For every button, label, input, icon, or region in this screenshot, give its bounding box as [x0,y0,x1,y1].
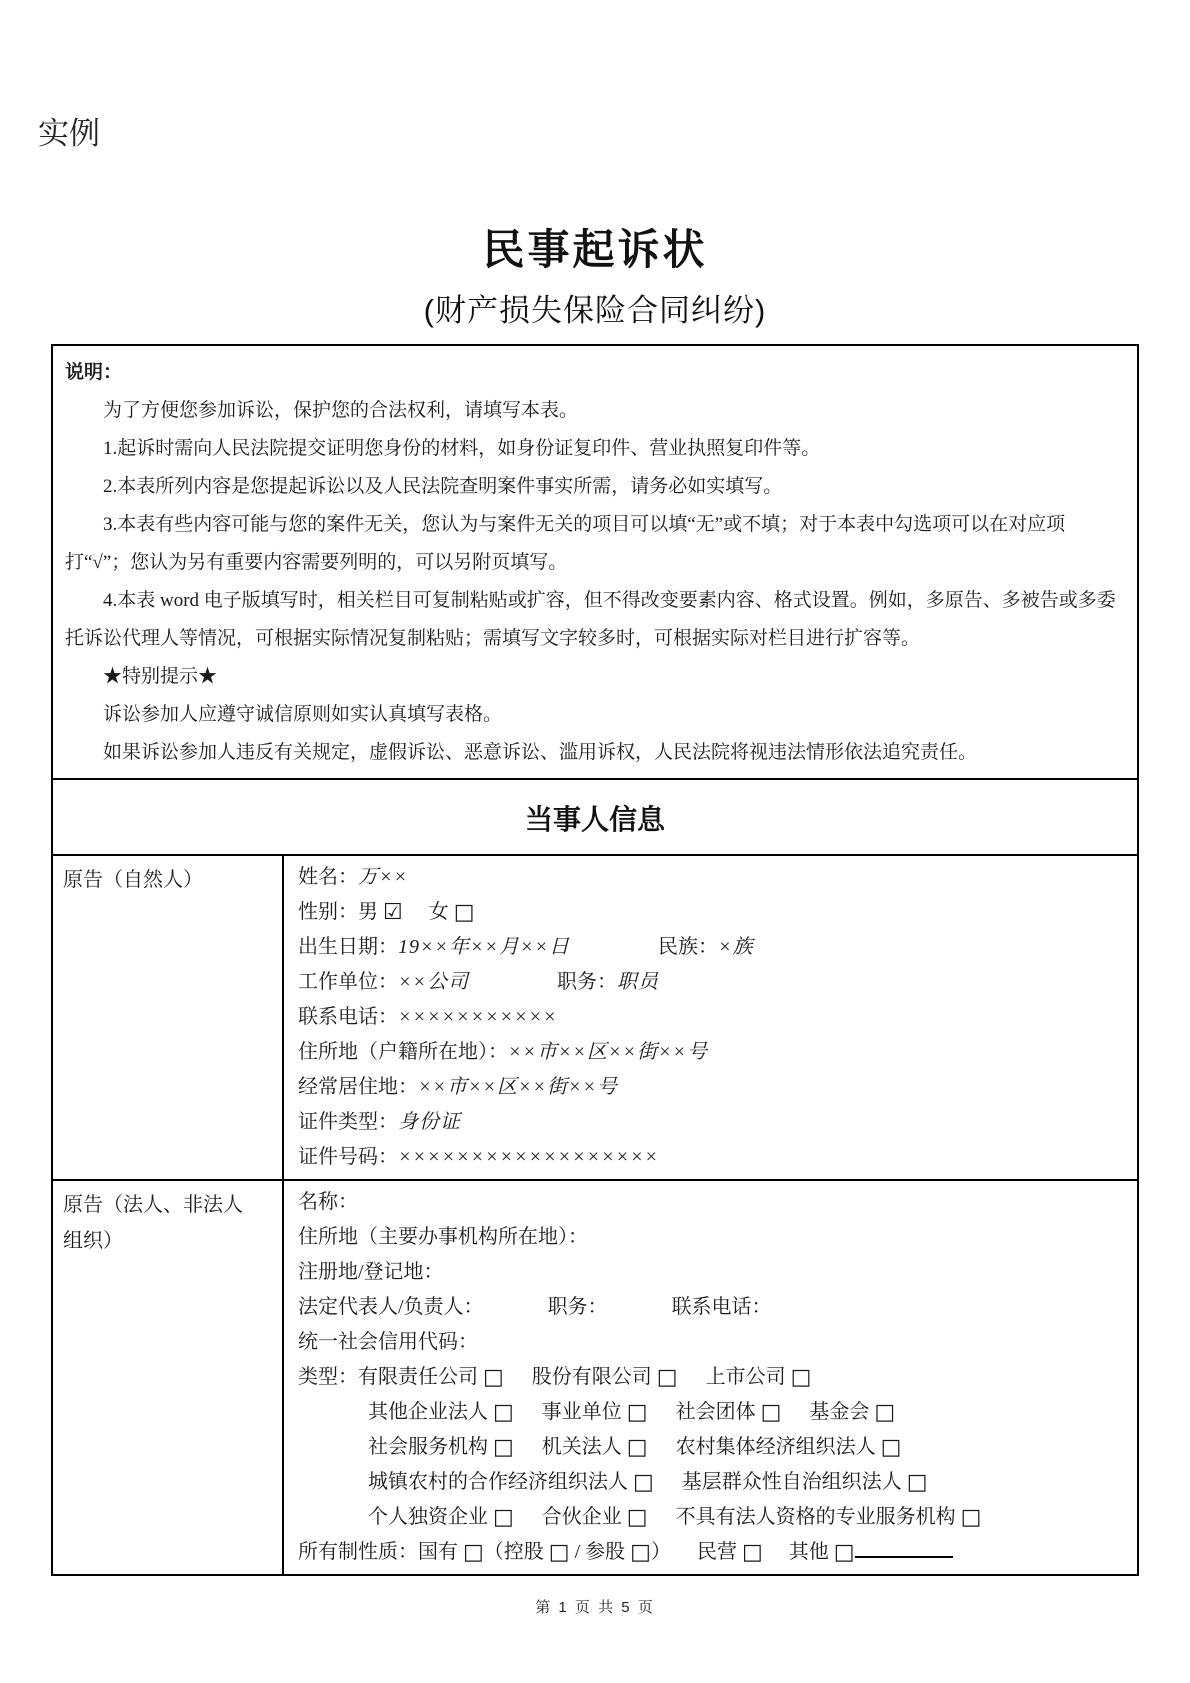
checkbox-icon[interactable]: □ [483,1365,504,1390]
employer-value: ××公司 [398,971,469,993]
party-info-heading: 当事人信息 [53,778,1137,854]
option-label: 不具有法人资格的专业服务机构 [675,1506,956,1528]
ownership-label: 所有制性质： [298,1541,418,1563]
job-label: 职务： [557,971,617,993]
female-checkbox-icon[interactable]: □ [453,900,475,925]
ownership-close-paren: ） [650,1541,671,1563]
id-number-label: 证件号码： [298,1146,398,1168]
phone-value: ××××××××××× [398,1006,558,1028]
checkbox-icon[interactable]: □ [548,1540,570,1565]
checkbox-icon[interactable]: □ [630,1540,651,1565]
ownership-line [298,1535,1127,1570]
org-type-line-4 [298,1465,1127,1500]
org-type-label: 类型： [298,1366,358,1388]
habitual-residence-label: 经常居住地： [298,1076,418,1098]
special-notice-line-1: 诉讼参加人应遵守诚信原则如实认真填写表格。 [103,704,503,725]
residence-value: ××市××区××街××号 [508,1041,708,1063]
plaintiff-legal-person-label-line2: 组织） [63,1230,123,1252]
representative-phone-label: 联系电话： [671,1296,772,1318]
option-label: 事业单位 [541,1401,622,1423]
org-name-line [298,1185,1127,1220]
gender-label: 性别： [298,901,358,923]
instruction-item-1: 1.起诉时需向人民法院提交证明您身份的材料，如身份证复印件、营业执照复印件等。 [103,438,821,459]
id-type-line [298,1105,1127,1140]
name-line [298,860,1127,895]
residence-label: 住所地（户籍所在地）： [298,1041,508,1063]
special-notice-title: ★特别提示★ [103,666,218,687]
birth-value: 19××年××月××日 [398,936,570,958]
name-value: 万×× [358,866,408,888]
page-footer: 第 1 页 共 5 页 [535,1599,655,1616]
company-type-option [368,1436,514,1458]
name-label: 姓名： [298,866,358,888]
org-credit-code-line [298,1325,1127,1360]
habitual-residence-value: ××市××区××街××号 [418,1076,618,1098]
option-label: 农村集体经济组织法人 [675,1436,876,1458]
birth-label: 出生日期： [298,936,398,958]
checkbox-icon[interactable]: □ [960,1505,982,1530]
id-type-value: 身份证 [398,1111,461,1133]
residence-line [298,1035,1127,1070]
plaintiff-legal-person-fields [283,1180,1137,1574]
company-type-option [368,1401,514,1423]
option-label: 基金会 [809,1401,870,1423]
ethnic-label: 民族： [657,936,718,958]
option-label: 机关法人 [541,1436,622,1458]
instructions-intro: 为了方便您参加诉讼，保护您的合法权利，请填写本表。 [103,400,579,421]
credit-code-label: 统一社会信用代码： [298,1331,478,1353]
company-type-option [676,1506,982,1528]
company-type-option [676,1436,902,1458]
company-type-option [706,1366,812,1388]
org-domicile-label: 住所地（主要办事机构所在地）： [298,1226,588,1248]
ethnic-value: ×族 [717,936,754,958]
plaintiff-legal-person-label-line1: 原告（法人、非法人 [63,1194,243,1216]
form-box [51,344,1139,1576]
company-type-option [368,1506,514,1528]
plaintiff-legal-person-row [53,1180,1137,1574]
ownership-holding-label: （控股 [483,1541,544,1563]
checkbox-icon[interactable]: □ [626,1435,648,1460]
checkbox-icon[interactable]: □ [874,1400,896,1425]
instructions-heading: 说明： [65,362,123,383]
ownership-participating-label: / 参股 [574,1541,626,1563]
representative-label: 法定代表人/负责人： [298,1296,484,1318]
plaintiff-natural-person-label: 原告（自然人） [53,855,283,1180]
plaintiff-natural-person-fields [283,855,1137,1180]
option-label: 有限责任公司 [358,1366,478,1388]
checkbox-icon[interactable]: □ [493,1505,514,1530]
checkbox-icon[interactable]: □ [463,1540,484,1565]
checkbox-icon[interactable]: □ [880,1435,902,1460]
option-label: 上市公司 [705,1366,786,1388]
checkbox-icon[interactable]: □ [741,1540,763,1565]
plaintiff-legal-person-label [53,1180,283,1574]
special-notice-line-2: 如果诉讼参加人违反有关规定，虚假诉讼、恶意诉讼、滥用诉权，人民法院将视违法情形依法追究责任。 [103,742,978,763]
company-type-option [542,1506,648,1528]
company-type-option [682,1471,928,1493]
instructions-section [53,346,1137,778]
employer-line [298,965,1127,1000]
org-type-line-3 [298,1430,1127,1465]
company-type-option [676,1401,782,1423]
checkbox-icon[interactable]: □ [493,1435,514,1460]
checkbox-icon[interactable]: □ [790,1365,812,1390]
option-label: 合伙企业 [541,1506,622,1528]
plaintiff-natural-person-row [53,855,1137,1180]
ownership-other-label: 其他 [788,1541,829,1563]
option-label: 城镇农村的合作经济组织法人 [368,1471,628,1493]
id-number-line [298,1140,1127,1175]
phone-label: 联系电话： [298,1006,398,1028]
instruction-item-4: 4.本表 word 电子版填写时，相关栏目可复制粘贴或扩容，但不得改变要素内容、格式设置。例如，多原告、多被告或多委托诉讼代理人等情况，可根据实际情况复制粘贴；需填写文字较多时，可根据实际对栏目进行扩容等。 [65,590,1116,649]
document-title: 民事起诉状 [482,226,708,273]
id-number-value: ×××××××××××××××××× [398,1146,659,1168]
checkbox-icon[interactable]: □ [760,1400,782,1425]
checkbox-icon[interactable]: □ [906,1470,928,1495]
ownership-private-label: 民营 [696,1541,737,1563]
representative-job-label: 职务： [547,1296,608,1318]
ownership-other-fill-line[interactable] [855,1538,953,1558]
company-type-option [542,1436,648,1458]
option-label: 其他企业法人 [368,1401,488,1423]
employer-label: 工作单位： [298,971,398,993]
org-domicile-line [298,1220,1127,1255]
option-label: 股份有限公司 [531,1366,652,1388]
document-subtitle: (财产损失保险合同纠纷) [423,293,767,328]
org-type-line-2 [298,1395,1127,1430]
org-type-line-1 [298,1360,1127,1395]
ownership-state-owned-label: 国有 [418,1541,458,1563]
checkbox-icon[interactable]: □ [633,1470,654,1495]
phone-line [298,1000,1127,1035]
company-type-option [542,1401,648,1423]
option-label: 个人独资企业 [368,1506,488,1528]
company-type-option [368,1471,654,1493]
org-representative-line [298,1290,1127,1325]
gender-line [298,895,1127,930]
party-info-table [53,854,1137,1574]
checkbox-icon[interactable]: □ [493,1400,514,1425]
male-checkbox-icon[interactable]: ☑ [383,900,403,925]
gender-male-label: 男 [358,901,378,923]
org-registration-label: 注册地/登记地： [298,1261,444,1283]
company-type-option [358,1366,504,1388]
checkbox-icon[interactable]: □ [833,1540,855,1565]
corner-label: 实例 [38,116,100,151]
habitual-residence-line [298,1070,1127,1105]
company-type-option [532,1366,678,1388]
gender-female-label: 女 [428,901,449,923]
org-name-label: 名称： [298,1191,358,1213]
job-value: 职员 [617,971,659,993]
checkbox-icon[interactable]: □ [626,1505,648,1530]
option-label: 社会团体 [675,1401,756,1423]
org-registration-line [298,1255,1127,1290]
checkbox-icon[interactable]: □ [656,1365,678,1390]
instruction-item-3: 3.本表有些内容可能与您的案件无关，您认为与案件无关的项目可以填“无”或不填；对于本表中勾选项可以在对应项打“√”；您认为另有重要内容需要列明的，可以另附页填写。 [65,514,1066,573]
checkbox-icon[interactable]: □ [626,1400,648,1425]
id-type-label: 证件类型： [298,1111,398,1133]
org-type-line-5 [298,1500,1127,1535]
instruction-item-2: 2.本表所列内容是您提起诉讼以及人民法院查明案件事实所需，请务必如实填写。 [103,476,783,497]
option-label: 社会服务机构 [368,1436,488,1458]
birth-line [298,930,1127,965]
option-label: 基层群众性自治组织法人 [681,1471,902,1493]
company-type-option [809,1401,895,1423]
